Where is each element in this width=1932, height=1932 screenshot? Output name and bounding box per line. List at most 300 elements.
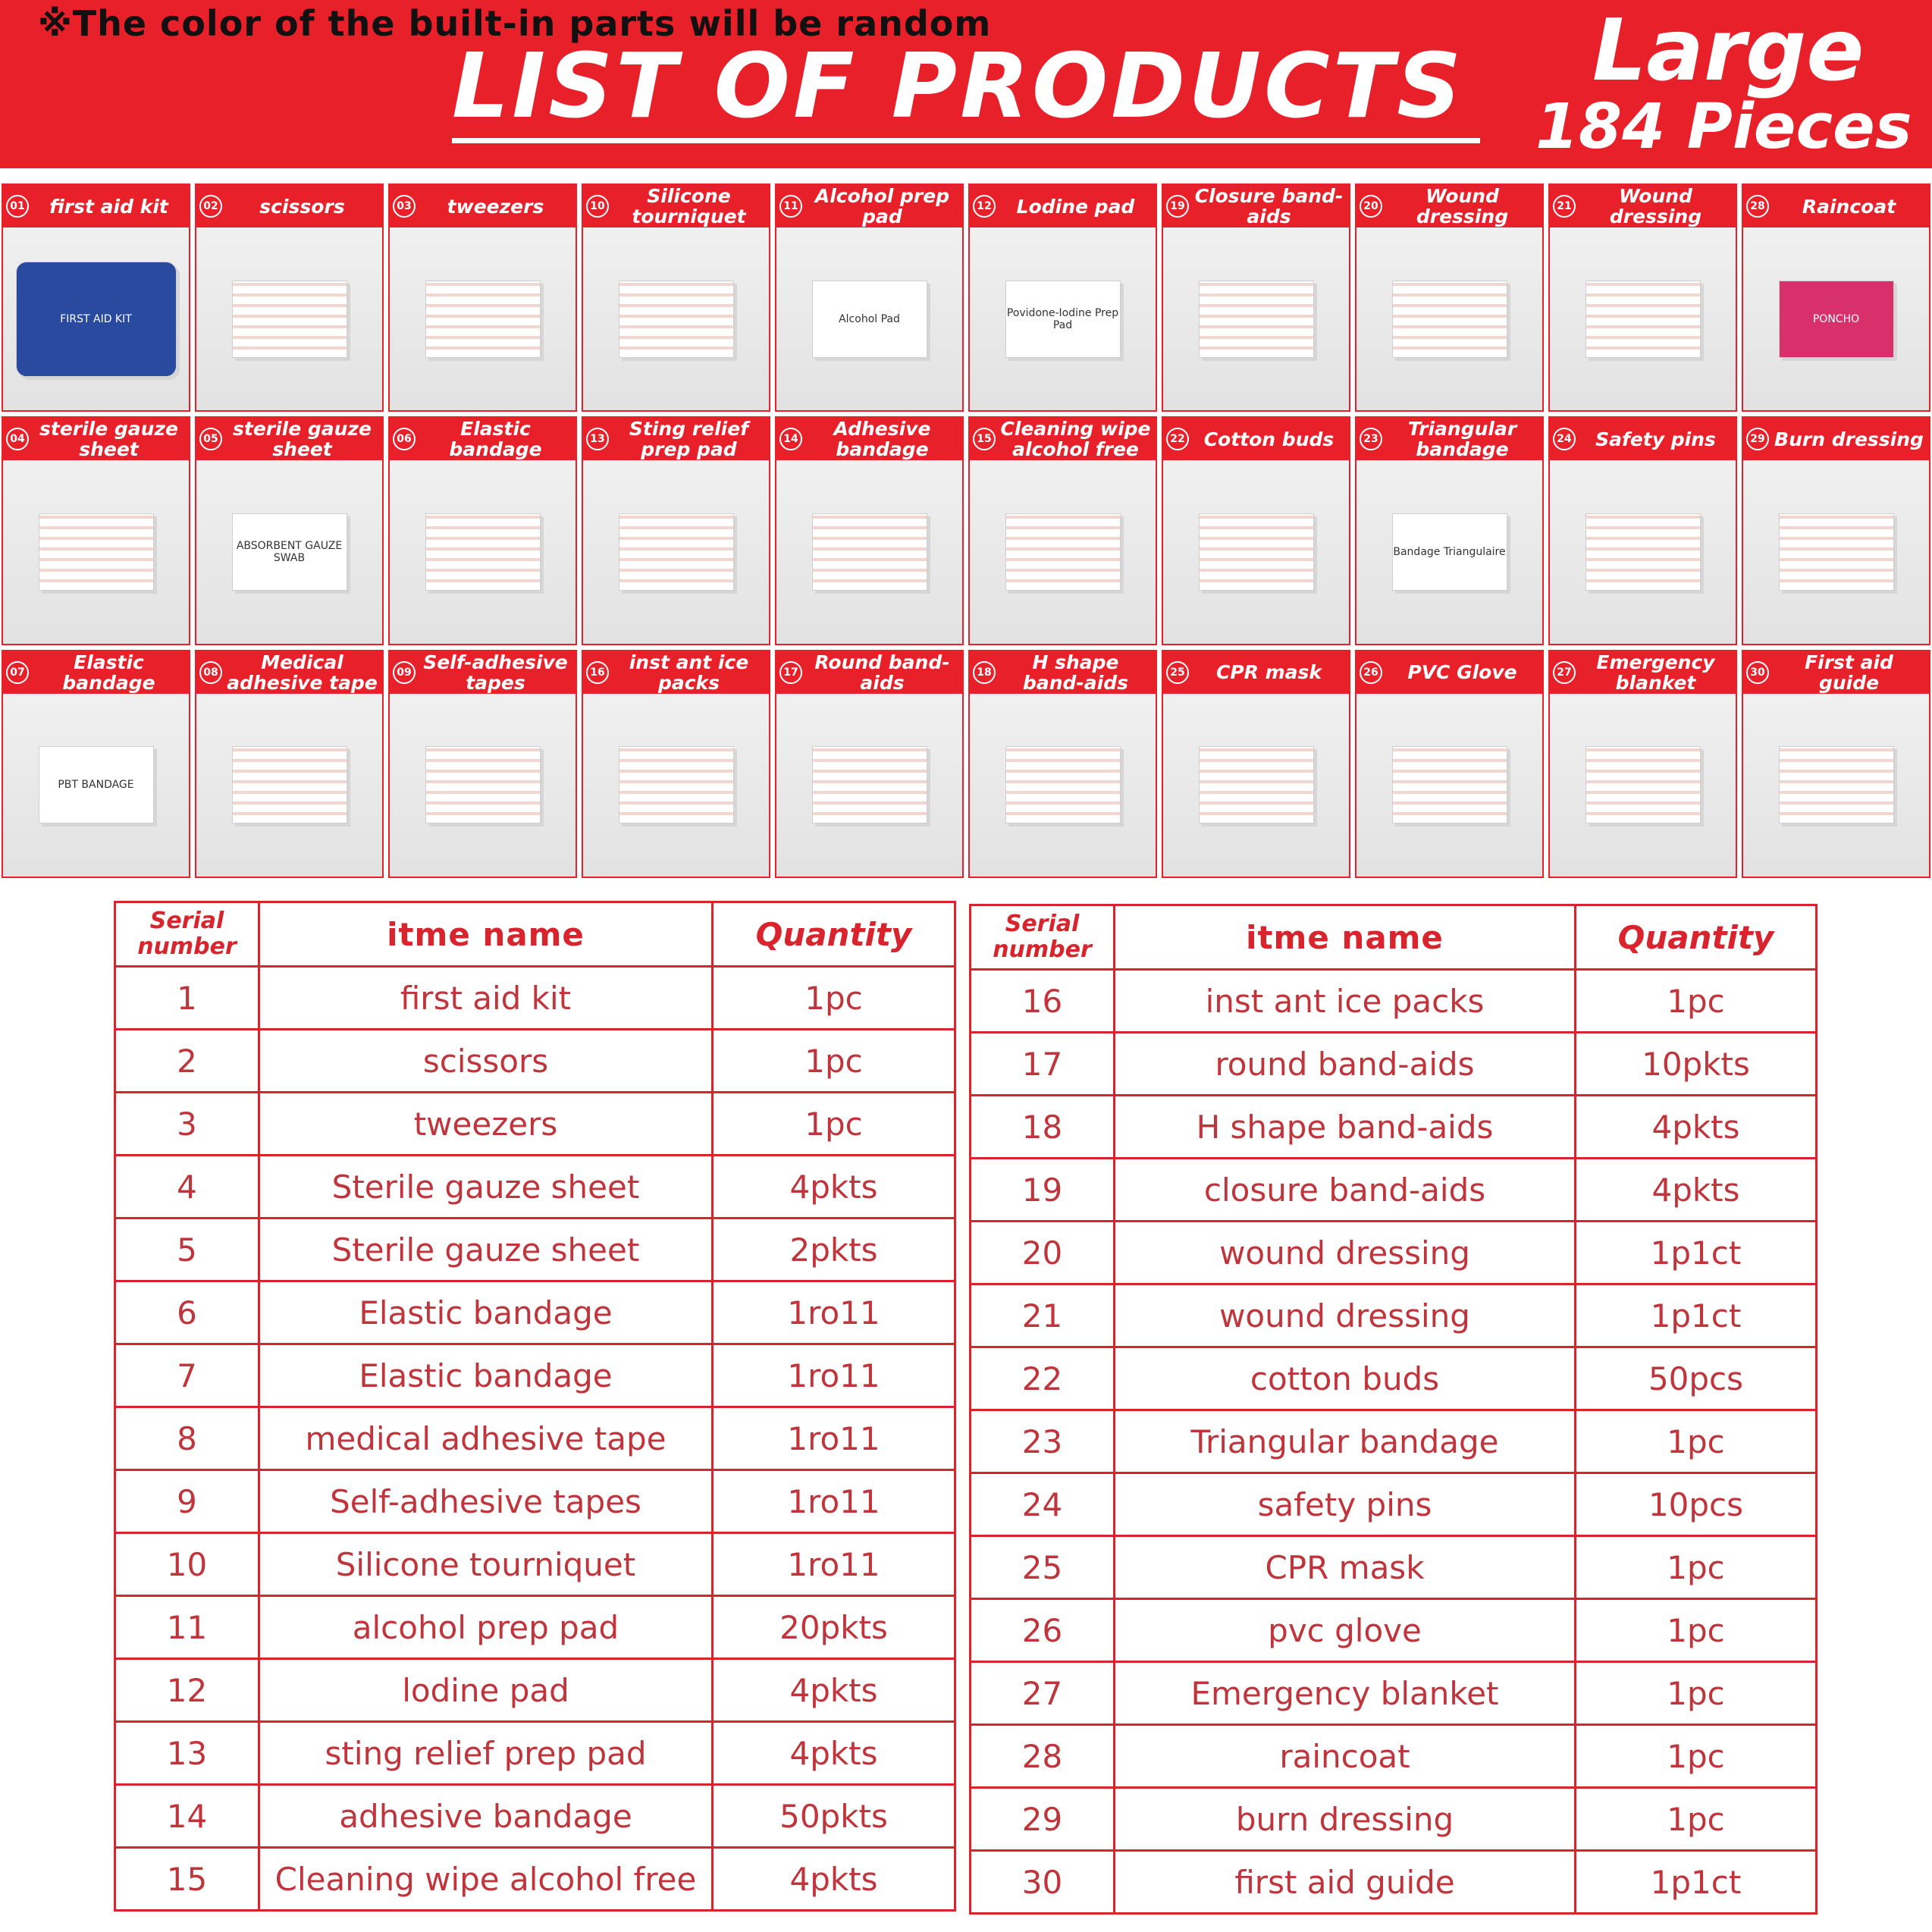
product-image	[1743, 694, 1929, 877]
product-package-illustration	[1585, 746, 1701, 823]
item-name-cell: inst ant ice packs	[1115, 970, 1576, 1033]
product-number-badge: 15	[973, 428, 996, 450]
item-name-cell: Elastic bandage	[259, 1344, 713, 1407]
product-number-badge: 08	[199, 661, 222, 684]
product-card	[775, 183, 964, 412]
product-card	[1742, 183, 1930, 412]
product-card-header	[1550, 418, 1736, 460]
product-package-illustration	[232, 746, 347, 823]
product-card-header	[1743, 651, 1929, 694]
quantity-cell: 1ro11	[713, 1281, 955, 1344]
item-name-cell: pvc glove	[1115, 1599, 1576, 1662]
product-package-illustration	[16, 262, 177, 377]
table-row	[115, 1470, 955, 1533]
table-row	[115, 1030, 955, 1093]
product-card-header	[1356, 418, 1542, 460]
product-card-name: tweezers	[447, 196, 544, 217]
product-card-header	[970, 418, 1156, 460]
table-row	[971, 1284, 1817, 1347]
kit-size-label: Large	[1592, 2, 1865, 100]
product-image	[776, 227, 962, 410]
product-card-name: CPR mask	[1215, 662, 1322, 683]
product-package-illustration	[1392, 746, 1507, 823]
item-name-cell: Self-adhesive tapes	[259, 1470, 713, 1533]
product-image	[970, 694, 1156, 877]
product-card-header	[1163, 185, 1349, 227]
product-number-badge: 24	[1553, 428, 1576, 450]
product-card-name: Raincoat	[1802, 196, 1896, 217]
product-package-illustration	[1392, 513, 1507, 591]
product-number-badge: 14	[779, 428, 802, 450]
product-package-illustration	[1199, 746, 1314, 823]
table-row	[115, 1156, 955, 1218]
product-card	[968, 416, 1157, 645]
table-row	[971, 1347, 1817, 1410]
product-package-illustration	[39, 746, 154, 823]
product-card-name: Emergency blanket	[1596, 651, 1715, 693]
product-card-name: inst ant ice packs	[629, 651, 749, 693]
item-name-cell: Emergency blanket	[1115, 1662, 1576, 1725]
quantity-cell: 20pkts	[713, 1596, 955, 1659]
item-name-cell: scissors	[259, 1030, 713, 1093]
product-card-header	[776, 185, 962, 227]
product-package-illustration	[1779, 281, 1894, 358]
product-card-name: Safety pins	[1595, 428, 1716, 450]
product-table-right	[969, 904, 1818, 1915]
quantity-cell: 1pc	[1576, 1410, 1817, 1473]
product-card-name: Medical adhesive tape	[227, 651, 378, 693]
serial-cell: 16	[971, 970, 1115, 1033]
table-row	[115, 1344, 955, 1407]
product-card-name: sterile gauze sheet	[233, 419, 372, 460]
serial-cell: 20	[971, 1222, 1115, 1284]
table-header-row	[971, 905, 1817, 970]
product-card-header	[3, 185, 189, 227]
product-package-illustration	[1779, 513, 1894, 591]
serial-cell: 21	[971, 1284, 1115, 1347]
table-row	[115, 1659, 955, 1722]
product-package-illustration	[1005, 281, 1121, 358]
product-card-header	[196, 651, 382, 694]
product-image	[1743, 460, 1929, 643]
product-card-header	[196, 185, 382, 227]
product-card-header	[1550, 651, 1736, 694]
product-card-header	[776, 651, 962, 694]
table-row	[971, 1033, 1817, 1096]
product-image	[1356, 694, 1542, 877]
product-number-badge: 25	[1166, 661, 1189, 684]
product-package-illustration	[1199, 281, 1314, 358]
product-card	[1162, 416, 1350, 645]
table-row	[115, 1596, 955, 1659]
product-card-name: H shape band-aids	[1022, 651, 1129, 693]
product-card	[195, 416, 384, 645]
package-label: PONCHO	[1812, 312, 1860, 325]
product-package-illustration	[232, 513, 347, 591]
product-image	[390, 460, 576, 643]
product-card	[1162, 183, 1350, 412]
product-number-badge: 21	[1553, 195, 1576, 218]
serial-header: Serial number	[115, 902, 259, 967]
serial-cell: 6	[115, 1281, 259, 1344]
product-number-badge: 18	[973, 661, 996, 684]
table-row	[115, 1281, 955, 1344]
product-image	[3, 694, 189, 877]
quantity-cell: 1pc	[713, 967, 955, 1030]
product-package-illustration	[1005, 746, 1121, 823]
item-name-cell: Elastic bandage	[259, 1281, 713, 1344]
quantity-cell: 10pcs	[1576, 1473, 1817, 1536]
item-name-cell: first aid kit	[259, 967, 713, 1030]
product-package-illustration	[812, 513, 927, 591]
product-card	[1355, 416, 1544, 645]
item-name-cell: wound dressing	[1115, 1284, 1576, 1347]
product-number-badge: 05	[199, 428, 222, 450]
table-row	[971, 1536, 1817, 1599]
quantity-header: Quantity	[713, 902, 955, 967]
package-label: Alcohol Pad	[839, 312, 900, 325]
table-row	[971, 1788, 1817, 1851]
page-title: LIST OF PRODUCTS	[452, 33, 1465, 138]
quantity-cell: 1pc	[1576, 1725, 1817, 1788]
serial-cell: 22	[971, 1347, 1115, 1410]
quantity-cell: 1pc	[1576, 1662, 1817, 1725]
product-package-illustration	[1779, 746, 1894, 823]
product-card-header	[583, 651, 769, 694]
quantity-cell: 1pc	[713, 1030, 955, 1093]
table-row	[971, 1410, 1817, 1473]
name-header: itme name	[1115, 905, 1576, 970]
product-card-name: Alcohol prep pad	[814, 186, 950, 227]
table-row	[115, 1407, 955, 1470]
product-number-badge: 06	[393, 428, 416, 450]
serial-cell: 14	[115, 1785, 259, 1848]
product-card	[1355, 183, 1544, 412]
serial-cell: 17	[971, 1033, 1115, 1096]
table-row	[971, 1159, 1817, 1222]
product-package-illustration	[619, 746, 734, 823]
product-image	[776, 694, 962, 877]
item-name-cell: adhesive bandage	[259, 1785, 713, 1848]
table-row	[115, 967, 955, 1030]
name-header: itme name	[259, 902, 713, 967]
item-name-cell: round band-aids	[1115, 1033, 1576, 1096]
product-card-header	[3, 651, 189, 694]
item-name-cell: Silicone tourniquet	[259, 1533, 713, 1596]
product-card	[1162, 650, 1350, 878]
product-card	[582, 650, 770, 878]
product-card-header	[583, 185, 769, 227]
product-table-left	[114, 901, 956, 1912]
serial-cell: 30	[971, 1851, 1115, 1914]
table-row	[115, 1848, 955, 1911]
quantity-cell: 50pcs	[1576, 1347, 1817, 1410]
product-card	[388, 416, 577, 645]
serial-cell: 8	[115, 1407, 259, 1470]
product-card-header	[776, 418, 962, 460]
product-card-header	[1743, 185, 1929, 227]
product-image	[390, 227, 576, 410]
item-name-cell: Sterile gauze sheet	[259, 1218, 713, 1281]
product-card-name: Elastic bandage	[449, 419, 542, 460]
quantity-cell: 4pkts	[713, 1722, 955, 1785]
product-card-name: Closure band-aids	[1194, 186, 1344, 227]
piece-count-label: 184 Pieces	[1535, 91, 1912, 163]
product-card-name: Wound dressing	[1609, 186, 1702, 227]
quantity-cell: 1p1ct	[1576, 1284, 1817, 1347]
table-header-row	[115, 902, 955, 967]
serial-cell: 25	[971, 1536, 1115, 1599]
product-image	[1550, 227, 1736, 410]
serial-cell: 28	[971, 1725, 1115, 1788]
serial-cell: 18	[971, 1096, 1115, 1159]
quantity-cell: 1pc	[1576, 1599, 1817, 1662]
quantity-cell: 1ro11	[713, 1470, 955, 1533]
quantity-cell: 4pkts	[1576, 1159, 1817, 1222]
item-name-cell: wound dressing	[1115, 1222, 1576, 1284]
quantity-cell: 1pc	[1576, 1788, 1817, 1851]
product-number-badge: 12	[973, 195, 996, 218]
product-image	[583, 227, 769, 410]
package-label: Povidone-Iodine Prep Pad	[1006, 306, 1119, 331]
product-card-name: Cleaning wipe alcohol free	[1000, 419, 1151, 460]
quantity-cell: 1ro11	[713, 1344, 955, 1407]
serial-cell: 9	[115, 1470, 259, 1533]
product-package-illustration	[1585, 281, 1701, 358]
product-card-header	[390, 185, 576, 227]
product-package-illustration	[232, 281, 347, 358]
product-card-name: Sting relief prep pad	[629, 419, 749, 460]
serial-cell: 3	[115, 1093, 259, 1156]
serial-cell: 1	[115, 967, 259, 1030]
serial-header: Serial number	[971, 905, 1115, 970]
product-card	[968, 183, 1157, 412]
product-image	[1550, 460, 1736, 643]
product-card	[775, 416, 964, 645]
product-image	[1743, 227, 1929, 410]
product-number-badge: 19	[1166, 195, 1189, 218]
product-card	[1548, 416, 1737, 645]
product-number-badge: 09	[393, 661, 416, 684]
product-card-name: PVC Glove	[1407, 662, 1517, 683]
product-card	[1355, 650, 1544, 878]
product-number-badge: 07	[6, 661, 29, 684]
product-number-badge: 11	[779, 195, 802, 218]
product-image	[196, 694, 382, 877]
quantity-cell: 2pkts	[713, 1218, 955, 1281]
product-card-name: Burn dressing	[1774, 428, 1924, 450]
item-name-cell: H shape band-aids	[1115, 1096, 1576, 1159]
product-image	[1356, 460, 1542, 643]
table-body-right	[971, 970, 1817, 1914]
serial-cell: 23	[971, 1410, 1115, 1473]
product-card	[1548, 183, 1737, 412]
product-number-badge: 02	[199, 195, 222, 218]
table-row	[971, 1851, 1817, 1914]
table-row	[971, 1222, 1817, 1284]
color-notice: ※The color of the built-in parts will be random	[38, 3, 992, 44]
product-card-header	[970, 651, 1156, 694]
quantity-cell: 1pc	[1576, 1536, 1817, 1599]
product-card-name: Adhesive bandage	[833, 419, 931, 460]
serial-cell: 12	[115, 1659, 259, 1722]
product-card-name: scissors	[259, 196, 345, 217]
table-row	[115, 1093, 955, 1156]
product-card	[968, 650, 1157, 878]
quantity-cell: 1ro11	[713, 1533, 955, 1596]
package-label: Bandage Triangulaire	[1393, 545, 1506, 558]
product-package-illustration	[1392, 281, 1507, 358]
product-card-name: Self-adhesive tapes	[423, 651, 568, 693]
product-card	[1742, 416, 1930, 645]
product-card	[2, 183, 190, 412]
product-card	[388, 183, 577, 412]
product-card-header	[1356, 185, 1542, 227]
product-package-illustration	[619, 281, 734, 358]
item-name-cell: Sterile gauze sheet	[259, 1156, 713, 1218]
product-card-name: Elastic bandage	[62, 651, 155, 693]
package-label: FIRST AID KIT	[60, 312, 132, 325]
item-name-cell: first aid guide	[1115, 1851, 1576, 1914]
product-card-header	[3, 418, 189, 460]
product-package-illustration	[812, 746, 927, 823]
product-number-badge: 10	[586, 195, 609, 218]
serial-cell: 2	[115, 1030, 259, 1093]
product-card-header	[1163, 651, 1349, 694]
product-number-badge: 17	[779, 661, 802, 684]
item-name-cell: tweezers	[259, 1093, 713, 1156]
quantity-cell: 1pc	[1576, 970, 1817, 1033]
product-card-header	[196, 418, 382, 460]
item-name-cell: closure band-aids	[1115, 1159, 1576, 1222]
product-card-name: Lodine pad	[1016, 196, 1135, 217]
serial-cell: 27	[971, 1662, 1115, 1725]
serial-cell: 11	[115, 1596, 259, 1659]
product-card-header	[583, 418, 769, 460]
product-number-badge: 16	[586, 661, 609, 684]
product-number-badge: 20	[1360, 195, 1382, 218]
product-image	[196, 227, 382, 410]
product-card	[1548, 650, 1737, 878]
item-name-cell: Triangular bandage	[1115, 1410, 1576, 1473]
product-image	[196, 460, 382, 643]
table-row	[971, 1473, 1817, 1536]
product-image	[390, 694, 576, 877]
table-body-left	[115, 967, 955, 1911]
product-image	[970, 227, 1156, 410]
product-image	[1550, 694, 1736, 877]
product-number-badge: 30	[1746, 661, 1769, 684]
table-row	[971, 1096, 1817, 1159]
product-card-name: Cotton buds	[1203, 428, 1335, 450]
product-number-badge: 22	[1166, 428, 1189, 450]
header-banner	[0, 0, 1932, 168]
serial-cell: 29	[971, 1788, 1115, 1851]
product-card-name: Round band-aids	[814, 651, 950, 693]
item-name-cell: raincoat	[1115, 1725, 1576, 1788]
product-number-badge: 28	[1746, 195, 1769, 218]
product-package-illustration	[425, 746, 541, 823]
serial-cell: 5	[115, 1218, 259, 1281]
product-card-name: Silicone tourniquet	[632, 186, 746, 227]
table-row	[971, 1662, 1817, 1725]
table-row	[971, 970, 1817, 1033]
package-label: ABSORBENT GAUZE SWAB	[236, 539, 343, 564]
product-card-header	[1356, 651, 1542, 694]
package-label: PBT BANDAGE	[58, 779, 134, 792]
product-card-name: first aid kit	[49, 196, 168, 217]
table-row	[115, 1218, 955, 1281]
table-row	[115, 1533, 955, 1596]
product-card	[2, 416, 190, 645]
product-card-header	[390, 651, 576, 694]
item-name-cell: lodine pad	[259, 1659, 713, 1722]
product-number-badge: 03	[393, 195, 416, 218]
serial-cell: 24	[971, 1473, 1115, 1536]
product-number-badge: 01	[6, 195, 29, 218]
product-image	[3, 460, 189, 643]
product-card-header	[1550, 185, 1736, 227]
product-image	[583, 694, 769, 877]
product-card-name: Triangular bandage	[1407, 419, 1517, 460]
product-card	[195, 650, 384, 878]
product-image	[583, 460, 769, 643]
product-card-name: First aid guide	[1805, 651, 1893, 693]
item-name-cell: medical adhesive tape	[259, 1407, 713, 1470]
product-grid	[2, 183, 1930, 878]
product-package-illustration	[1585, 513, 1701, 591]
item-name-cell: burn dressing	[1115, 1788, 1576, 1851]
quantity-cell: 4pkts	[713, 1848, 955, 1911]
quantity-header: Quantity	[1576, 905, 1817, 970]
product-package-illustration	[425, 281, 541, 358]
quantity-cell: 10pkts	[1576, 1033, 1817, 1096]
quantity-cell: 1ro11	[713, 1407, 955, 1470]
serial-cell: 4	[115, 1156, 259, 1218]
product-image	[776, 460, 962, 643]
product-number-badge: 29	[1746, 428, 1769, 450]
table-row	[971, 1725, 1817, 1788]
product-number-badge: 26	[1360, 661, 1382, 684]
product-package-illustration	[425, 513, 541, 591]
table-row	[971, 1599, 1817, 1662]
product-package-illustration	[1005, 513, 1121, 591]
quantity-cell: 4pkts	[713, 1156, 955, 1218]
product-card-name: sterile gauze sheet	[39, 419, 178, 460]
product-card-name: Wound dressing	[1416, 186, 1509, 227]
product-package-illustration	[619, 513, 734, 591]
product-image	[970, 460, 1156, 643]
title-underline	[452, 138, 1480, 143]
quantity-cell: 1p1ct	[1576, 1222, 1817, 1284]
product-card-header	[1163, 418, 1349, 460]
serial-cell: 13	[115, 1722, 259, 1785]
item-name-cell: alcohol prep pad	[259, 1596, 713, 1659]
product-number-badge: 04	[6, 428, 29, 450]
serial-cell: 26	[971, 1599, 1115, 1662]
quantity-cell: 4pkts	[713, 1659, 955, 1722]
product-card	[1742, 650, 1930, 878]
item-name-cell: safety pins	[1115, 1473, 1576, 1536]
product-package-illustration	[812, 281, 927, 358]
serial-cell: 19	[971, 1159, 1115, 1222]
quantity-cell: 50pkts	[713, 1785, 955, 1848]
quantity-cell: 1p1ct	[1576, 1851, 1817, 1914]
item-name-cell: CPR mask	[1115, 1536, 1576, 1599]
item-name-cell: Cleaning wipe alcohol free	[259, 1848, 713, 1911]
serial-cell: 10	[115, 1533, 259, 1596]
product-number-badge: 27	[1553, 661, 1576, 684]
